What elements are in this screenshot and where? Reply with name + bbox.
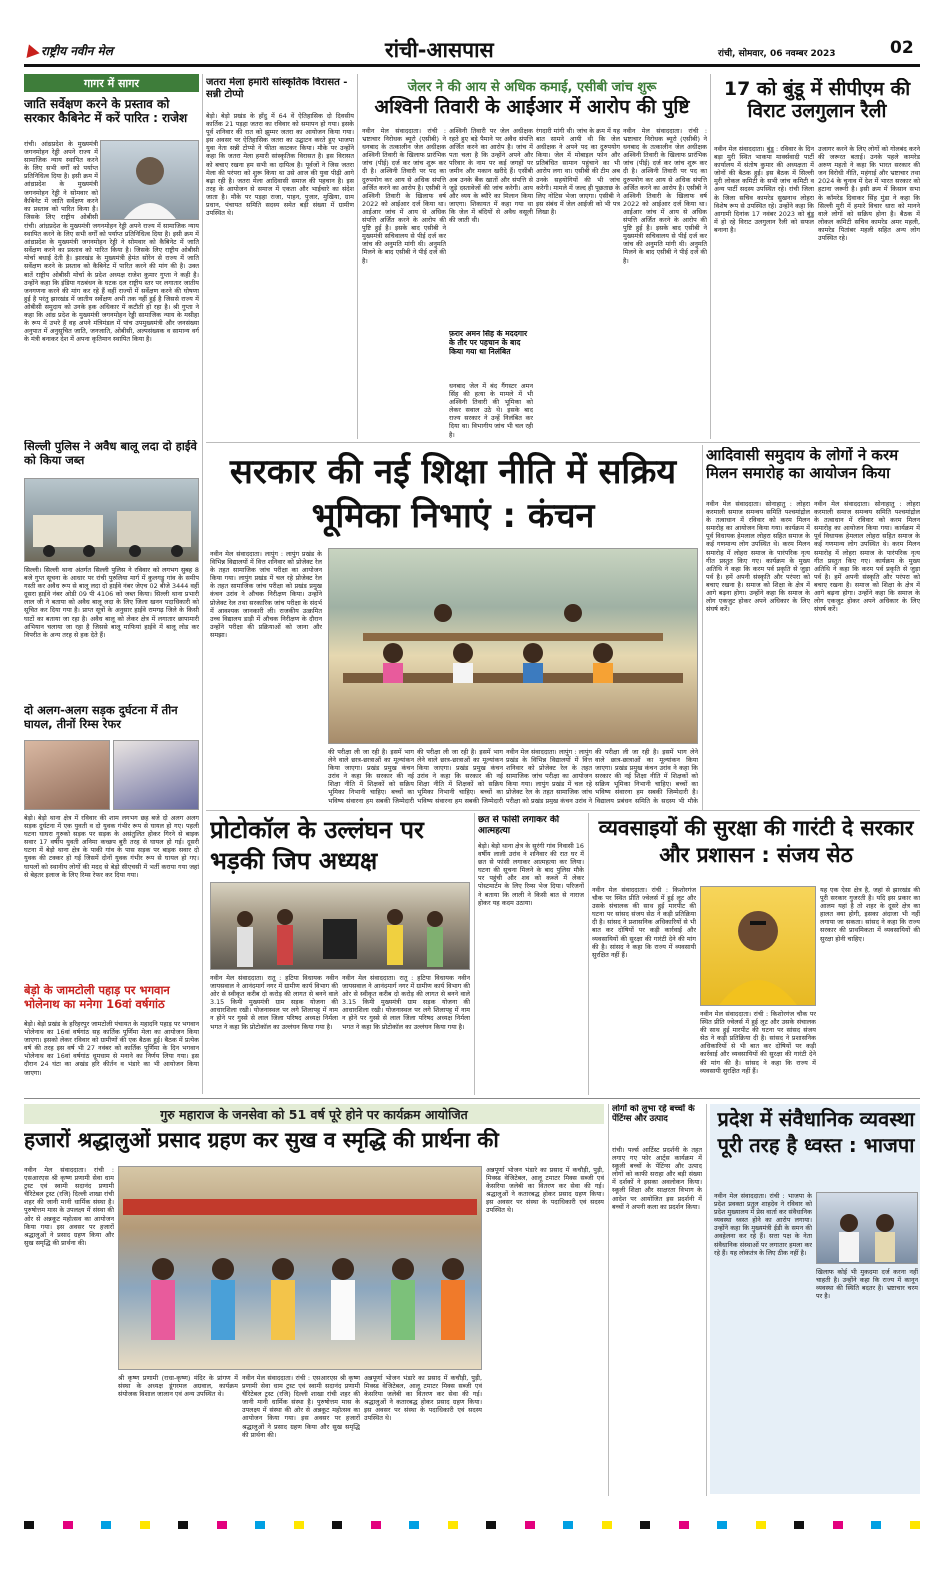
story-karam-text2: नवीन मेल संवाददाता। सोनाहातु : लोहरा करमाली समाज समन्वय समिति पश्चमांद्रोल के तत्वाधान में रविवार को करम मिलन समारोह का आयोजन किया गया। कार्यक्रम में पूर्व विधायक हेमलाल लोहरा सहित समाज के कई गणमान्य लोग उपस्थित थे। करम मिलन समारोह में लोहरा समाज के पारंपरिक नृत्य गीत प्रस्तुत किए गए। कार्यक्रम के मुख्य अतिथि ने कहा कि करम पर्व प्रकृति से जुड़ा पर्व है। हमें अपनी संस्कृति और परंपरा को बचाए रखना है। समाज को शिक्षा के क्षेत्र में आगे बढ़ना होगा। उन्होंने कहा कि समाज के लोग एकजुट होकर अपने अधिकार के लिए संघर्ष करें। [814,500,920,614]
col-divider-3 [710,74,711,439]
story-karam-text1: नवीन मेल संवाददाता। सोनाहातु : लोहरा करमाली समाज समन्वय समिति पश्चमांद्रोल के तत्वाधान में रविवार को करम मिलन समारोह का आयोजन किया गया। कार्यक्रम में पूर्व विधायक हेमलाल लोहरा सहित समाज के कई गणमान्य लोग उपस्थित थे। करम मिलन समारोह में लोहरा समाज के पारंपरिक नृत्य गीत प्रस्तुत किए गए। कार्यक्रम के मुख्य अतिथि ने कहा कि करम पर्व प्रकृति से जुड़ा पर्व है। हमें अपनी संस्कृति और परंपरा को बचाए रखना है। समाज को शिक्षा के क्षेत्र में आगे बढ़ना होगा। उन्होंने कहा कि समाज के लोग एकजुट होकर अपने अधिकार के लिए संघर्ष करें। [706,500,810,614]
lead-text-col3: रंगदारी मांगी थी। जांच के क्रम में यह बात सामने आयी थी कि जेल अधीक्षक ने अपने पद का दुरुपयोग किया। जेल में मोबाइल फोन और प्रतिबंधित सामान पहुंचाने का भी आरोप लगा था। एसीबी की टीम अब उनके सहयोगियों की भी जांच करेगी। मामले में जल्द ही पूछताछ के लिए नोटिस भेजा जाएगा। एसीबी ने इस संबंध में जेल आईजी को भी पत्र लिखा है। [536,127,620,216]
lead-text-col2: अश्विनी तिवारी पर जेल अधीक्षक रहते हुए बड़े पैमाने पर अवैध संपत्ति अर्जित करने का आरोप है। जांच में पता चला है कि उन्होंने अपने और परिवार के नाम पर कई जगहों पर जमीन और मकान खरीदे हैं। एसीबी अब उनके बैंक खातों और संपत्ति से जुड़े दस्तावेजों की जांच करेगी। आय और व्यय के ब्यौरे का मिलान किया जाएगा। शिकायत में कहा गया था कि जेल में बंदियों से अवैध वसूली की जाती थी। [449,127,533,225]
story-cpm-headline: 17 को बुंडू में सीपीएम की विराट उलगुलान रैली [723,78,911,123]
section-label: गागर में सागर [84,76,139,90]
photo-trucks [24,478,199,562]
dateline: रांची, सोमवार, 06 नवम्बर 2023 [718,49,836,59]
story-guru-text1: नवीन मेल संवाददाता। रांची : एसआरएस श्री कृष्ण प्रणामी सेवा धाम ट्रस्ट एवं स्वामी सदानंद प्रणामी चैरिटेबल ट्रस्ट (रजि) दिल्ली शाखा रांची शहर की जानी मानी धार्मिक संस्था है। पुरुषोत्तम मास के उपलक्ष्य में संस्था की ओर से अन्नकूट महोत्सव का आयोजन किया गया। इस अवसर पर हजारों श्रद्धालुओं ने प्रसाद ग्रहण किया और सुख समृद्धि की प्रार्थना की। [24,1166,114,1247]
person-silhouette-icon [120,149,180,219]
print-color-bar [24,1520,920,1530]
story-guru-headline: हजारों श्रद्धालुओं प्रसाद ग्रहण कर सुख व स्मृद्धि की प्रार्थना की [24,1128,499,1152]
story-caste-survey-text: रांची। आंध्रप्रदेश के मुख्यमंत्री जगनमोहन रेड्डी अपने राज्य में सामाजिक न्याय स्थापित करने के लिए सभी वर्गों को पर्याप्त प्रतिनिधित्व दिया है। इसी क्रम में आंध्रप्रदेश के मुख्यमंत्री जगनमोहन रेड्डी ने सोमवार को कैबिनेट में जाति सर्वेक्षण करने का प्रस्ताव को पारित किया है। जिसके लिए राष्ट्रीय ओबीसी [24,140,98,220]
story-education-text-bottom2: की परीक्षा ली जा रही है। इसमें भाग लेने वाले छात्र-छात्राओं का मूल्यांकन किया जाएगा। प्रखंड प्रमुख कंचन उरांव ने कहा कि सरकार की नई शिक्षा नीति में शिक्षकों को सक्रिय भूमिका निभानी चाहिए। बच्चों का भविष्य संवारना हम सबकी जिम्मेदारी [417,748,503,804]
story-bholenath-headline: बेड़ो के जामटोली पहाड़ पर भगवान भोलेनाथ का मनेगा 16वां वर्षगांठ [24,984,170,1011]
story-bjp-text2: खिलाफ कोई भी मुकदमा दर्ज करना नहीं चाहती है। उन्होंने कहा कि राज्य में कानून व्यवस्था की स्थिति बदतर है। भ्रष्टाचार चरम पर है। [816,1268,918,1301]
photo-injured-2 [113,740,199,810]
story-trader-security-headline: व्यवसाइयों की सुरक्षा की गारंटी दे सरकार और प्रशासन : संजय सेठ [598,816,914,868]
press-conference-icon [819,1197,915,1263]
story-bholenath-text: बेड़ो। बेड़ो प्रखंड के हरिहरपुर जामटोली पंचायत के महादनि पहाड़ पर भगवान भोलेनाथ का 16वां वर्षगांठ सह कार्तिक पूर्णिमा मेला का आयोजन किया जाएगा। इसको लेकर रविवार को ग्रामीणों की एक बैठक हुई। बैठक में प्रत्येक वर्ष की तरह इस वर्ष भी 27 नवंबर को कार्तिक पूर्णिमा के दिन भगवान भोलेनाथ का 16वां वर्षगांठ धूमधाम से मनाने का निर्णय लिया गया। इस दौरान 24 घंटा का अखंड हरि कीर्तन व भंडारे का भी आयोजन किया जाएगा। [24,1020,199,1077]
guru-banner [24,1104,604,1124]
story-karam-headline: आदिवासी समुदाय के लोगों ने करम मिलन समारोह का आयोजन किया [706,447,899,482]
photo-prasad-caption: श्री कृष्ण प्रणामी (राधा-कृष्ण) मंदिर के प्रांगण में संस्था के अध्यक्ष डूंगरमल अग्रवाल, कार्यक्रम संयोजक विशाल जालान एवं अन्य उपस्थित थे। [118,1374,238,1399]
lead-text-col1: नवीन मेल संवाददाता। रांची : भ्रष्टाचार निरोधक ब्यूरो (एसीबी) ने धनबाद के तत्कालीन जेल अधीक्षक अश्विनी तिवारी के खिलाफ प्रारंभिक जांच (पीई) दर्ज कर जांच शुरू कर दी है। अश्विनी तिवारी पर पद का दुरुपयोग कर आय से अधिक संपत्ति अर्जित करने का आरोप है। एसीबी ने अश्विनी तिवारी के खिलाफ वर्ष 2022 को आईआर दर्ज किया था। आईआर जांच में आय से अधिक संपत्ति अर्जित करने के आरोप की पुष्टि हुई है। इसके बाद एसीबी ने मुख्यमंत्री सचिवालय से पीई दर्ज कर जांच की अनुमति मांगी थी। अनुमति मिलने के बाद एसीबी ने पीई दर्ज की है। [362,127,446,265]
photo-foundation-stone [210,882,470,970]
story-bjp-text1: नवीन मेल संवाददाता। रांची : भाजपा के प्रदेश प्रवक्ता प्रतुल शाहदेव ने रविवार को प्रदेश मुख्यालय में प्रेस वार्ता कर संवैधानिक व्यवस्था ध्वस्त होने का आरोप लगाया। उन्होंने कहा कि मुख्यमंत्री ईडी के समन की अवहेलना कर रहे हैं। सत्ता पक्ष के नेता संवैधानिक संस्थाओं पर लगातार हमला कर रहे हैं। यह लोकतंत्र के लिए ठीक नहीं है। [714,1192,812,1257]
story-kids-text: रांची। पर्ल्स आर्टिस्ट प्रदर्शनी के तहत लगाए गए फोर आर्ट्स कार्यक्रम में स्कूली बच्चों के पेंटिंग्स और उत्पाद लोगों को काफी सराहा और बड़ी संख्या में दर्शकों ने इसका अवलोकन किया। स्कूली शिक्षा और साक्षरता विभाग के आदेश पर आयोजित इस प्रदर्शनी में बच्चों ने अपनी कला का प्रदर्शन किया। [612,1146,702,1211]
story-caste-survey-text-cont: रांची। आंध्रप्रदेश के मुख्यमंत्री जगनमोहन रेड्डी अपने राज्य में सामाजिक न्याय स्थापित करने के लिए सभी वर्गों को पर्याप्त प्रतिनिधित्व दिया है। इसी क्रम में आंध्रप्रदेश के मुख्यमंत्री जगनमोहन रेड्डी ने सोमवार को कैबिनेट में जाति सर्वेक्षण करने का प्रस्ताव को पारित किया है। जिसके लिए राष्ट्रीय ओबीसी मोर्चा बधाई देती है। झारखंड के मुख्यमंत्री हेमंत सोरेन से राज्य में जाति सर्वेक्षण करने के प्रस्ताव को कैबिनेट में पारित करने की मांग की है। उक्त बातें राष्ट्रीय ओबीसी मोर्चा के प्रदेश अध्यक्ष राजेश कुमार गुप्ता ने कही है। उन्होंने कहा कि इंडिया गठबंधन के घटक दल राष्ट्रीय स्तर पर लगातार जातीय जनगणना करने की मांग कर रहे हैं वहीं राज्यों में सर्वेक्षण करने की घोषणा हुई है परंतु झारखंड में जातीय सर्वेक्षण अभी तक नहीं हुई है जिससे राज्य में ओबीसी समुदाय को उनके हक अधिकार में कटौती हो रहा है। श्री गुप्ता ने कहा कि आंध्र प्रदेश के मुख्यमंत्री जगनमोहन रेड्डी सामाजिक न्याय के मसीहा के रूप में उभरे हैं वह अपने मंत्रिमंडल में पांच उपमुख्यमंत्री और जनसंख्या अनुपात में अनुसूचित जाति, जनजाति, ओबीसी, अल्पसंख्यक व सामान्य वर्ग के मंत्री बनाकर देश में अपना कृतिमान स्थापित किया है। [24,222,199,344]
row-divider-2 [206,810,920,811]
lead-subhead: फ़रार अमन सिंह के मददगार के तौर पर पहचान के बाद किया गया था निलंबित [449,330,528,356]
story-trader-security-text1: नवीन मेल संवाददाता। रांची : किशोरगंज चौक पर स्थित प्रीति ज्वेलर्स में हुई लूट और उसके संचालक की साथ हुई मारपीट की घटना पर सांसद संजय सेठ ने कड़ी प्रतिक्रिया दी है। सांसद ने प्रशासनिक अधिकारियों से भी बात कर दोषियों पर कड़ी कार्रवाई और व्यवसायियों की सुरक्षा की गारंटी देने की मांग की है। सांसद ने कहा कि राज्य में व्यवसायी सुरक्षित नहीं हैं। [592,886,696,959]
story-silli-sand-text: सिल्ली। सिल्ली थाना अंतर्गत सिल्ली पुलिस ने रविवार को लगभग सुबह 8 बजे गुप्त सूचना के आधार पर रांची पुरुलिया मार्ग में कुलगडु गांव के समीप गस्ती कर अवैध रूप से बालू लदा दो हाईवे नंबर जेएच 02 बीजे 3444 वहीं दूसरा हाईवे नंबर ओडी 09 पी 4106 को जब्त किया। सिल्ली थाना प्रभारी लाल जी ने बताया को अवैध बालू लदा के लिए जिला खनन पदाधिकारी को सूचित कर दिया गया है। प्राप्त सूत्रों के अनुसार हाईवे रामगढ़ जिले के किसी घाटों का बताया जा रहा है। अवैध बालू को लेकर क्षेत्र में लगातार छापामारी अभियान चलाया जा रहा है जिससे बालू माफियां हाईवे में बालू लोड कर विपरीत के अन्य तरह से हक देते हैं। [24,566,199,639]
photo-injured-1 [24,740,110,810]
story-trader-security-text3: यह एक ऐसा क्षेत्र है, जहां से झारखंड की पूरी सरकार गुजरती है। यदि इस प्रकार का आलम यहां है तो शहर के दूसरे क्षेत्र का हालत क्या होगी, इसका अंदाजा भी नहीं लगाया जा सकता। सांसद ने कहा कि राज्य सरकार की प्राथमिकता में व्यवसायियों की सुरक्षा होनी चाहिए। [820,886,920,943]
story-guru-text2: नवीन मेल संवाददाता। रांची : एसआरएस श्री कृष्ण प्रणामी सेवा धाम ट्रस्ट एवं स्वामी सदानंद प्रणामी चैरिटेबल ट्रस्ट (रजि) दिल्ली शाखा रांची शहर की जानी मानी धार्मिक संस्था है। पुरुषोत्तम मास के उपलक्ष्य में संस्था की ओर से अन्नकूट महोत्सव का आयोजन किया गया। इस अवसर पर हजारों श्रद्धालुओं ने प्रसाद ग्रहण किया और सुख समृद्धि की प्रार्थना की। [242,1374,360,1439]
lead-text-col2b: धनबाद जेल में बंद गैंगस्टर अमन सिंह की हत्या के मामले में भी अश्विनी तिवारी की भूमिका को लेकर सवाल उठे थे। इसके बाद राज्य सरकार ने उन्हें निलंबित कर दिया था। विभागीय जांच भी चल रही है। [449,382,533,438]
lead-kicker: जेलर ने की आय से अधिक कमाई, एसीबी जांच शुरू [407,80,657,95]
story-guru-text4: अन्नपूर्णा भोजन भंडारे का प्रसाद में कचौड़ी, पुड़ी, मिक्स्ड वेजिटेबल, आलू टमाटर मिक्स सब्जी एवं केसरिया जलेबी का वितरण कर सेवा की गई। श्रद्धालुओं ने कतारबद्ध होकर प्रसाद ग्रहण किया। इस अवसर पर संस्था के पदाधिकारी एवं सदस्य उपस्थित थे। [486,1166,604,1215]
story-education-headline: सरकार की नई शिक्षा नीति में सक्रिय भूमिका निभाएं : कंचन [229,452,677,537]
story-protocol-text1: नवीन मेल संवाददाता। रातू : हटिया विधायक नवीन जायसवाल ने आनंदमार्ग नगर में ग्रामीण कार्य विभाग की ओर से स्वीकृत करीब दो करोड़ की लागत से बनने वाले 3.15 किमी मुख्यमंत्री ग्राम सड़क योजना की आधारशिला रखी। योजनास्थल पर लगे शिलापट्ट में नाम न होने पर गुस्से से लाल जिला परिषद अध्यक्ष निर्मला भगत ने कहा कि प्रोटोकॉल का उल्लंघन किया गया है। [210,974,338,1031]
story-education-text-bottom3: नवीन मेल संवाददाता। लापुंग : लापुंग प्रखंड के विभिन्न विद्यालयों में वित्त शनिवार को प्रोजेक्ट रेल के तहत सामाजिक जांच परीक्षा का आयोजन किया गया। लापुंग प्रखंड में चल रहे प्रोजेक्ट रेल के तहत सामाजिक जांच परीक्षा को प्रखंड प्रमुख कंचन उरांव ने [506,748,592,804]
story-cpm-text2: उजागर करने के लिए लोगों को गोलबंद करने की जरूरत बताई। उनके पहले कामरेड अरुण महतो ने कहा कि भारत सरकार की जन विरोधी नीति, महंगाई और भ्रष्टाचार तथा 2024 के चुनाव में देश में भारत सरकार को हटाना जरूरी है। इसी क्रम में किसान सभा के कॉमरेड दिवाकर सिंह मुंडा ने कहा कि सिल्ली मुरी में हमारे विचार धारा को मानने वाले लोगों को सक्रिय होना है। बैठक में लोकल कमिटी सचिव कामरेड अमर महली, कामरेड पितांबर महली सहित अन्य लोग उपस्थित रहे। [818,145,920,243]
story-caste-survey-headline: जाति सर्वेक्षण करने के प्रस्ताव को सरकार कैबिनेट में करें पारित : राजेश [24,97,188,126]
students-icon [333,563,693,743]
story-cpm-text1: नवीन मेल संवाददाता। बुंडू : रविवार के दिन बड़ा मुरी स्थित भाकपा मार्क्सवादी पार्टी कार्यालय में संतोष कुमार की अध्यक्षता में जोनों की बैठक हुई। इस बैठक में सिल्ली मुरी लोकल कमिटी के सभी जांच कमिटी व अन्य पार्टी सदस्य उपस्थित रहे। रांची जिला के जिला सचिव कामरेड सुखनाथ लोहरा विशेष रूप से उपस्थित रहे। उन्होंने कहा कि आगामी दिनांक 17 नवंबर 2023 को बुंडू में हो रहे विराट उलगुलान रैली को सफल बनाना है। [714,145,814,234]
story-protocol-text2: नवीन मेल संवाददाता। रातू : हटिया विधायक नवीन जायसवाल ने आनंदमार्ग नगर में ग्रामीण कार्य विभाग की ओर से स्वीकृत करीब दो करोड़ की लागत से बनने वाले 3.15 किमी मुख्यमंत्री ग्राम सड़क योजना की आधारशिला रखी। योजनास्थल पर लगे शिलापट्ट में नाम न होने पर गुस्से से लाल जिला परिषद अध्यक्ष निर्मला भगत ने कहा कि प्रोटोकॉल का उल्लंघन किया गया है। [342,974,470,1031]
col-divider-4 [702,445,703,810]
story-accident-headline: दो अलग-अलग सड़क दुर्घटना में तीन घायल, तीनों रिम्स रेफर [24,704,178,731]
logo-mark-icon [22,42,39,58]
story-silli-sand-headline: सिल्ली पुलिस ने अवैध बालू लदा दो हाईवे को किया जब्त [24,440,197,467]
section-label-box [24,74,199,92]
masthead-rule [24,64,920,67]
story-accident-text: बेड़ो। बेड़ो थाना क्षेत्र में रविवार की शाम लगभग छह बजे दो अलग अलग सड़क दुर्घटना में एक युवती व दो युवक गंभीर रूप से घायल हो गए। पहली घटना घाघरा गुरुको सड़क पर सड़क के असंतुलित होकर गिरने से बाइक सवार 17 वर्षीय युवती अनिमा कच्छप बुरी तरह से घायल हो गई। दूसरी घटना में बेड़ो थाना क्षेत्र के पाकी गांव के पास सड़क पर बाइक सवार दो युवक की टक्कर हो गई जिसमें दोनों युवक गंभीर रूप से घायल हो गए। घायलों को स्थानीय लोगों की मदद से बेड़ो सीएचसी में भर्ती कराया गया जहां से बेहतर इलाज के लिए रिम्स रेफर कर दिया गया। [24,814,199,879]
lead-headline: अश्विनी तिवारी के आईआर में आरोप की पुष्टि [374,96,690,118]
story-jatra-text: बेड़ो। बेड़ो प्रखंड के हाँदु में 64 वें ऐतिहासिक दो दिवसीय कार्तिक 21 पड़हा जतरा का रविवार को समापन हो गया। इसके पूर्व शनिवार की रात को झुम्मर जतरा का आयोजन किया गया। इस अवसर पर ऐतिहासिक जतरा का उद्घाटन करते हुए भाजपा युवा नेता सन्नी टोप्पो ने फीता काटकर किया। मौके पर उन्होंने कहा कि जतरा मेला हमारी सांस्कृतिक विरासत है। इस विरासत को बचाए रखना हम सभी का दायित्व है। पूर्वजों ने जिस जतरा मेला की परंपरा को शुरू किया था उसे आज की युवा पीढ़ी आगे बढ़ा रही है। जतरा मेला आदिवासी समाज की पहचान है। इस तरह के आयोजन से समाज में एकता और भाईचारे का संदेश जाता है। मौके पर पड़हा राजा, पाहन, पुजार, मुखिया, ग्राम प्रधान, पंचायत समिति सदस्य समेत बड़ी संख्या में ग्रामीण उपस्थित थे। [206,112,354,218]
row-divider-1 [206,442,920,443]
section-title: रांची-आसपास [385,38,494,62]
story-bjp-headline: प्रदेश में संवैधानिक व्यवस्था पूरी तरह है ध्वस्त : भाजपा [717,1107,915,1157]
col-divider-6 [588,813,589,1095]
truck-icon [27,501,197,561]
story-education-text-bottom1: की परीक्षा ली जा रही है। इसमें भाग लेने वाले छात्र-छात्राओं का मूल्यांकन किया जाएगा। प्रखंड प्रमुख कंचन उरांव ने कहा कि सरकार की नई शिक्षा नीति में शिक्षकों को सक्रिय भूमिका निभानी चाहिए। बच्चों का भविष्य संवारना हम सबकी जिम्मेदारी [328,748,414,804]
col-divider-2 [357,74,358,439]
paper-logo [24,40,113,60]
photo-bjp-press [816,1192,918,1264]
photo-prasad-crowd [118,1166,482,1370]
masthead [0,0,945,62]
guru-banner-text: गुरु महाराज के जनसेवा को 51 वर्ष पूरे होने पर कार्यक्रम आयोजित [160,1106,468,1122]
photo-sanjay-seth [700,886,816,1006]
story-guru-text3: अन्नपूर्णा भोजन भंडारे का प्रसाद में कचौड़ी, पुड़ी, मिक्स्ड वेजिटेबल, आलू टमाटर मिक्स सब्जी एवं केसरिया जलेबी का वितरण कर सेवा की गई। श्रद्धालुओं ने कतारबद्ध होकर प्रसाद ग्रहण किया। इस अवसर पर संस्था के पदाधिकारी एवं सदस्य उपस्थित थे। [364,1374,482,1423]
photo-rajesh [100,140,199,220]
page-number: 02 [890,38,914,58]
col-divider-7 [608,1104,609,1496]
photo-exam-hall [328,548,698,744]
crowd-icon [215,889,465,969]
col-divider-8 [706,1104,707,1496]
story-education-text-left: नवीन मेल संवाददाता। लापुंग : लापुंग प्रखंड के विभिन्न विद्यालयों में वित्त शनिवार को प्रोजेक्ट रेल के तहत सामाजिक जांच परीक्षा का आयोजन किया गया। लापुंग प्रखंड में चल रहे प्रोजेक्ट रेल के तहत सामाजिक जांच परीक्षा को प्रखंड प्रमुख कंचन उरांव ने औचक निरीक्षण किया। उन्होंने प्रोजेक्ट रेल तथा सरकारिक जांच परीक्षा के संदर्भ में आवश्यक जानकारी ली। राजकीय उत्क्रमित उच्च विद्यालय डाड़ी में औचक निरीक्षण के दौरान उन्होंने परीक्षा की प्रक्रियाओं को जाना और समझा। [210,550,322,639]
devotees-icon [123,1179,477,1369]
person-portrait-icon [713,895,803,1005]
col-divider-5 [474,813,475,1095]
paper-name: राष्ट्रीय नवीन मेल [41,43,113,58]
row-divider-3 [24,1098,920,1099]
col-divider-1 [202,74,203,1094]
story-education-text-bottom4: की परीक्षा ली जा रही है। इसमें भाग लेने वाले छात्र-छात्राओं का मूल्यांकन किया जाएगा। प्रखंड प्रमुख कंचन उरांव ने कहा कि सरकार की नई शिक्षा नीति में शिक्षकों को सक्रिय भूमिका निभानी चाहिए। बच्चों का भविष्य संवारना हम सबकी जिम्मेदारी है। विद्यालय प्रबंधन समिति के सदस्य भी मौके [595,748,698,804]
story-suicide-headline: छत से फांसी लगाकर की आत्महत्या [478,815,560,836]
story-suicide-text: बेड़ो। बेड़ो थाना क्षेत्र के सुरंगी गांव निवासी 16 वर्षीय लाली उरांव ने शनिवार की रात घर में छत से फांसी लगाकर आत्महत्या कर लिया। घटना की सूचना मिलने के बाद पुलिस मौके पर पहुंची और शव को कब्जे में लेकर पोस्टमार्टम के लिए रिम्स भेज दिया। परिजनों ने बताया कि लाली ने किसी बात से नाराज होकर यह कदम उठाया। [478,842,584,907]
lead-text-col4: नवीन मेल संवाददाता। रांची : भ्रष्टाचार निरोधक ब्यूरो (एसीबी) ने धनबाद के तत्कालीन जेल अधीक्षक अश्विनी तिवारी के खिलाफ प्रारंभिक जांच (पीई) दर्ज कर जांच शुरू कर दी है। अश्विनी तिवारी पर पद का दुरुपयोग कर आय से अधिक संपत्ति अर्जित करने का आरोप है। एसीबी ने अश्विनी तिवारी के खिलाफ वर्ष 2022 को आईआर दर्ज किया था। आईआर जांच में आय से अधिक संपत्ति अर्जित करने के आरोप की पुष्टि हुई है। इसके बाद एसीबी ने मुख्यमंत्री सचिवालय से पीई दर्ज कर जांच की अनुमति मांगी थी। अनुमति मिलने के बाद एसीबी ने पीई दर्ज की है। [623,127,707,265]
story-jatra-headline: जतरा मेला हमारी सांस्कृतिक विरासत - सन्नी टोप्पो [206,77,348,100]
story-trader-security-text2: नवीन मेल संवाददाता। रांची : किशोरगंज चौक पर स्थित प्रीति ज्वेलर्स में हुई लूट और उसके संचालक की साथ हुई मारपीट की घटना पर सांसद संजय सेठ ने कड़ी प्रतिक्रिया दी है। सांसद ने प्रशासनिक अधिकारियों से भी बात कर दोषियों पर कड़ी कार्रवाई और व्यवसायियों की सुरक्षा की गारंटी देने की मांग की है। सांसद ने कहा कि राज्य में व्यवसायी सुरक्षित नहीं हैं। [700,1010,816,1075]
story-protocol-headline: प्रोटोकॉल के उल्लंघन पर भड़की जिप अध्यक्ष [210,816,424,876]
story-kids-headline: लोगों को लुभा रहे बच्चों के पेंटिंग्स और उत्पाद [612,1104,695,1125]
